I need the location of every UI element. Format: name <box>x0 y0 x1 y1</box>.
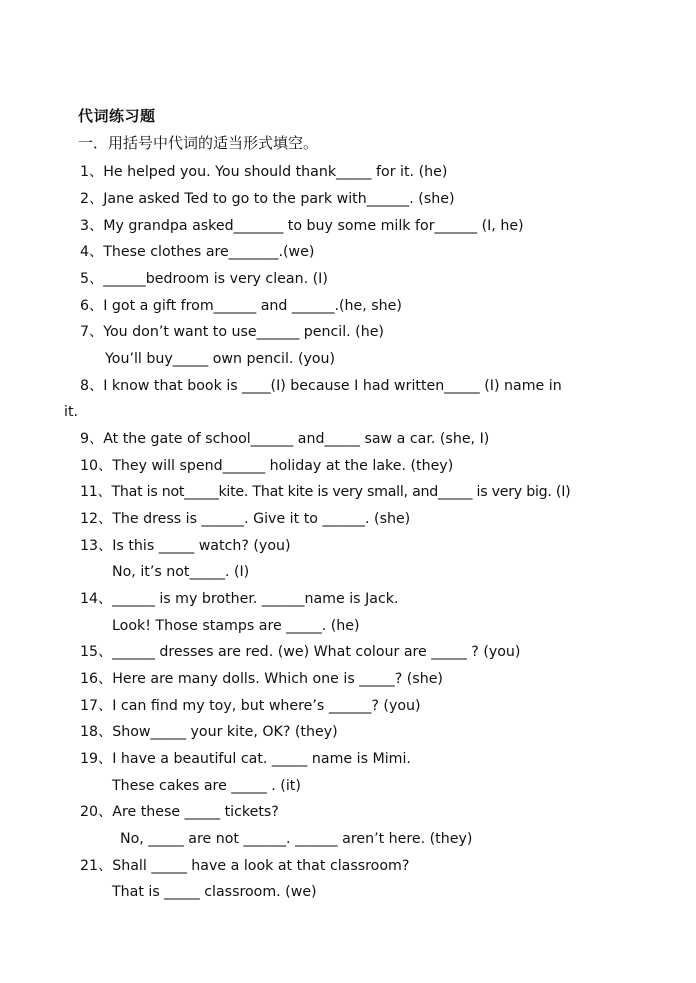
exercise-line: 19、I have a beautiful cat. _____ name is Mimi. <box>80 751 411 767</box>
exercise-line: That is _____ classroom. (we) <box>112 884 317 900</box>
exercise-line: 11、That is not_____kite. That kite is very small, and_____ is very big. (I) <box>80 484 571 500</box>
exercise-line: 12、The dress is ______. Give it to ______. (she) <box>80 511 411 527</box>
exercise-line: These cakes are _____ . (it) <box>112 778 301 794</box>
exercise-line: Look! Those stamps are _____. (he) <box>112 618 360 634</box>
exercise-line: 7、You don’t want to use______ pencil. (he) <box>80 324 384 340</box>
section-instruction: 一．用括号中代词的适当形式填空。 <box>78 134 319 152</box>
exercise-line: 13、Is this _____ watch? (you) <box>80 538 291 554</box>
exercise-line: 20、Are these _____ tickets? <box>80 804 279 820</box>
exercise-line: 6、I got a gift from______ and ______.(he, she) <box>80 298 402 314</box>
exercise-line: 21、Shall _____ have a look at that classroom? <box>80 858 410 874</box>
worksheet-title: 代词练习题 <box>78 107 156 125</box>
exercise-line: 2、Jane asked Ted to go to the park with______. (she) <box>80 191 455 207</box>
exercise-line: it. <box>64 404 79 420</box>
exercise-line: 15、______ dresses are red. (we) What colour are _____ ? (you) <box>80 644 521 660</box>
exercise-line: 1、He helped you. You should thank_____ for it. (he) <box>80 164 448 180</box>
exercise-line: You’ll buy_____ own pencil. (you) <box>105 351 336 367</box>
exercise-line: 16、Here are many dolls. Which one is _____? (she) <box>80 671 443 687</box>
exercise-line: 5、______bedroom is very clean. (I) <box>80 271 328 287</box>
exercise-line: No, it’s not_____. (I) <box>112 564 250 580</box>
exercise-line: 17、I can find my toy, but where’s ______? (you) <box>80 698 421 714</box>
exercise-line: 10、They will spend______ holiday at the lake. (they) <box>80 458 454 474</box>
exercise-line: 8、I know that book is ____(I) because I had written_____ (I) name in <box>80 378 562 394</box>
exercise-line: No, _____ are not ______. ______ aren’t here. (they) <box>120 831 473 847</box>
exercise-line: 18、Show_____ your kite, OK? (they) <box>80 724 338 740</box>
exercise-line: 9、At the gate of school______ and_____ saw a car. (she, I) <box>80 431 490 447</box>
exercise-line: 3、My grandpa asked_______ to buy some milk for______ (I, he) <box>80 218 524 234</box>
exercise-line: 4、These clothes are_______.(we) <box>80 244 315 260</box>
exercise-line: 14、______ is my brother. ______name is Jack. <box>80 591 399 607</box>
